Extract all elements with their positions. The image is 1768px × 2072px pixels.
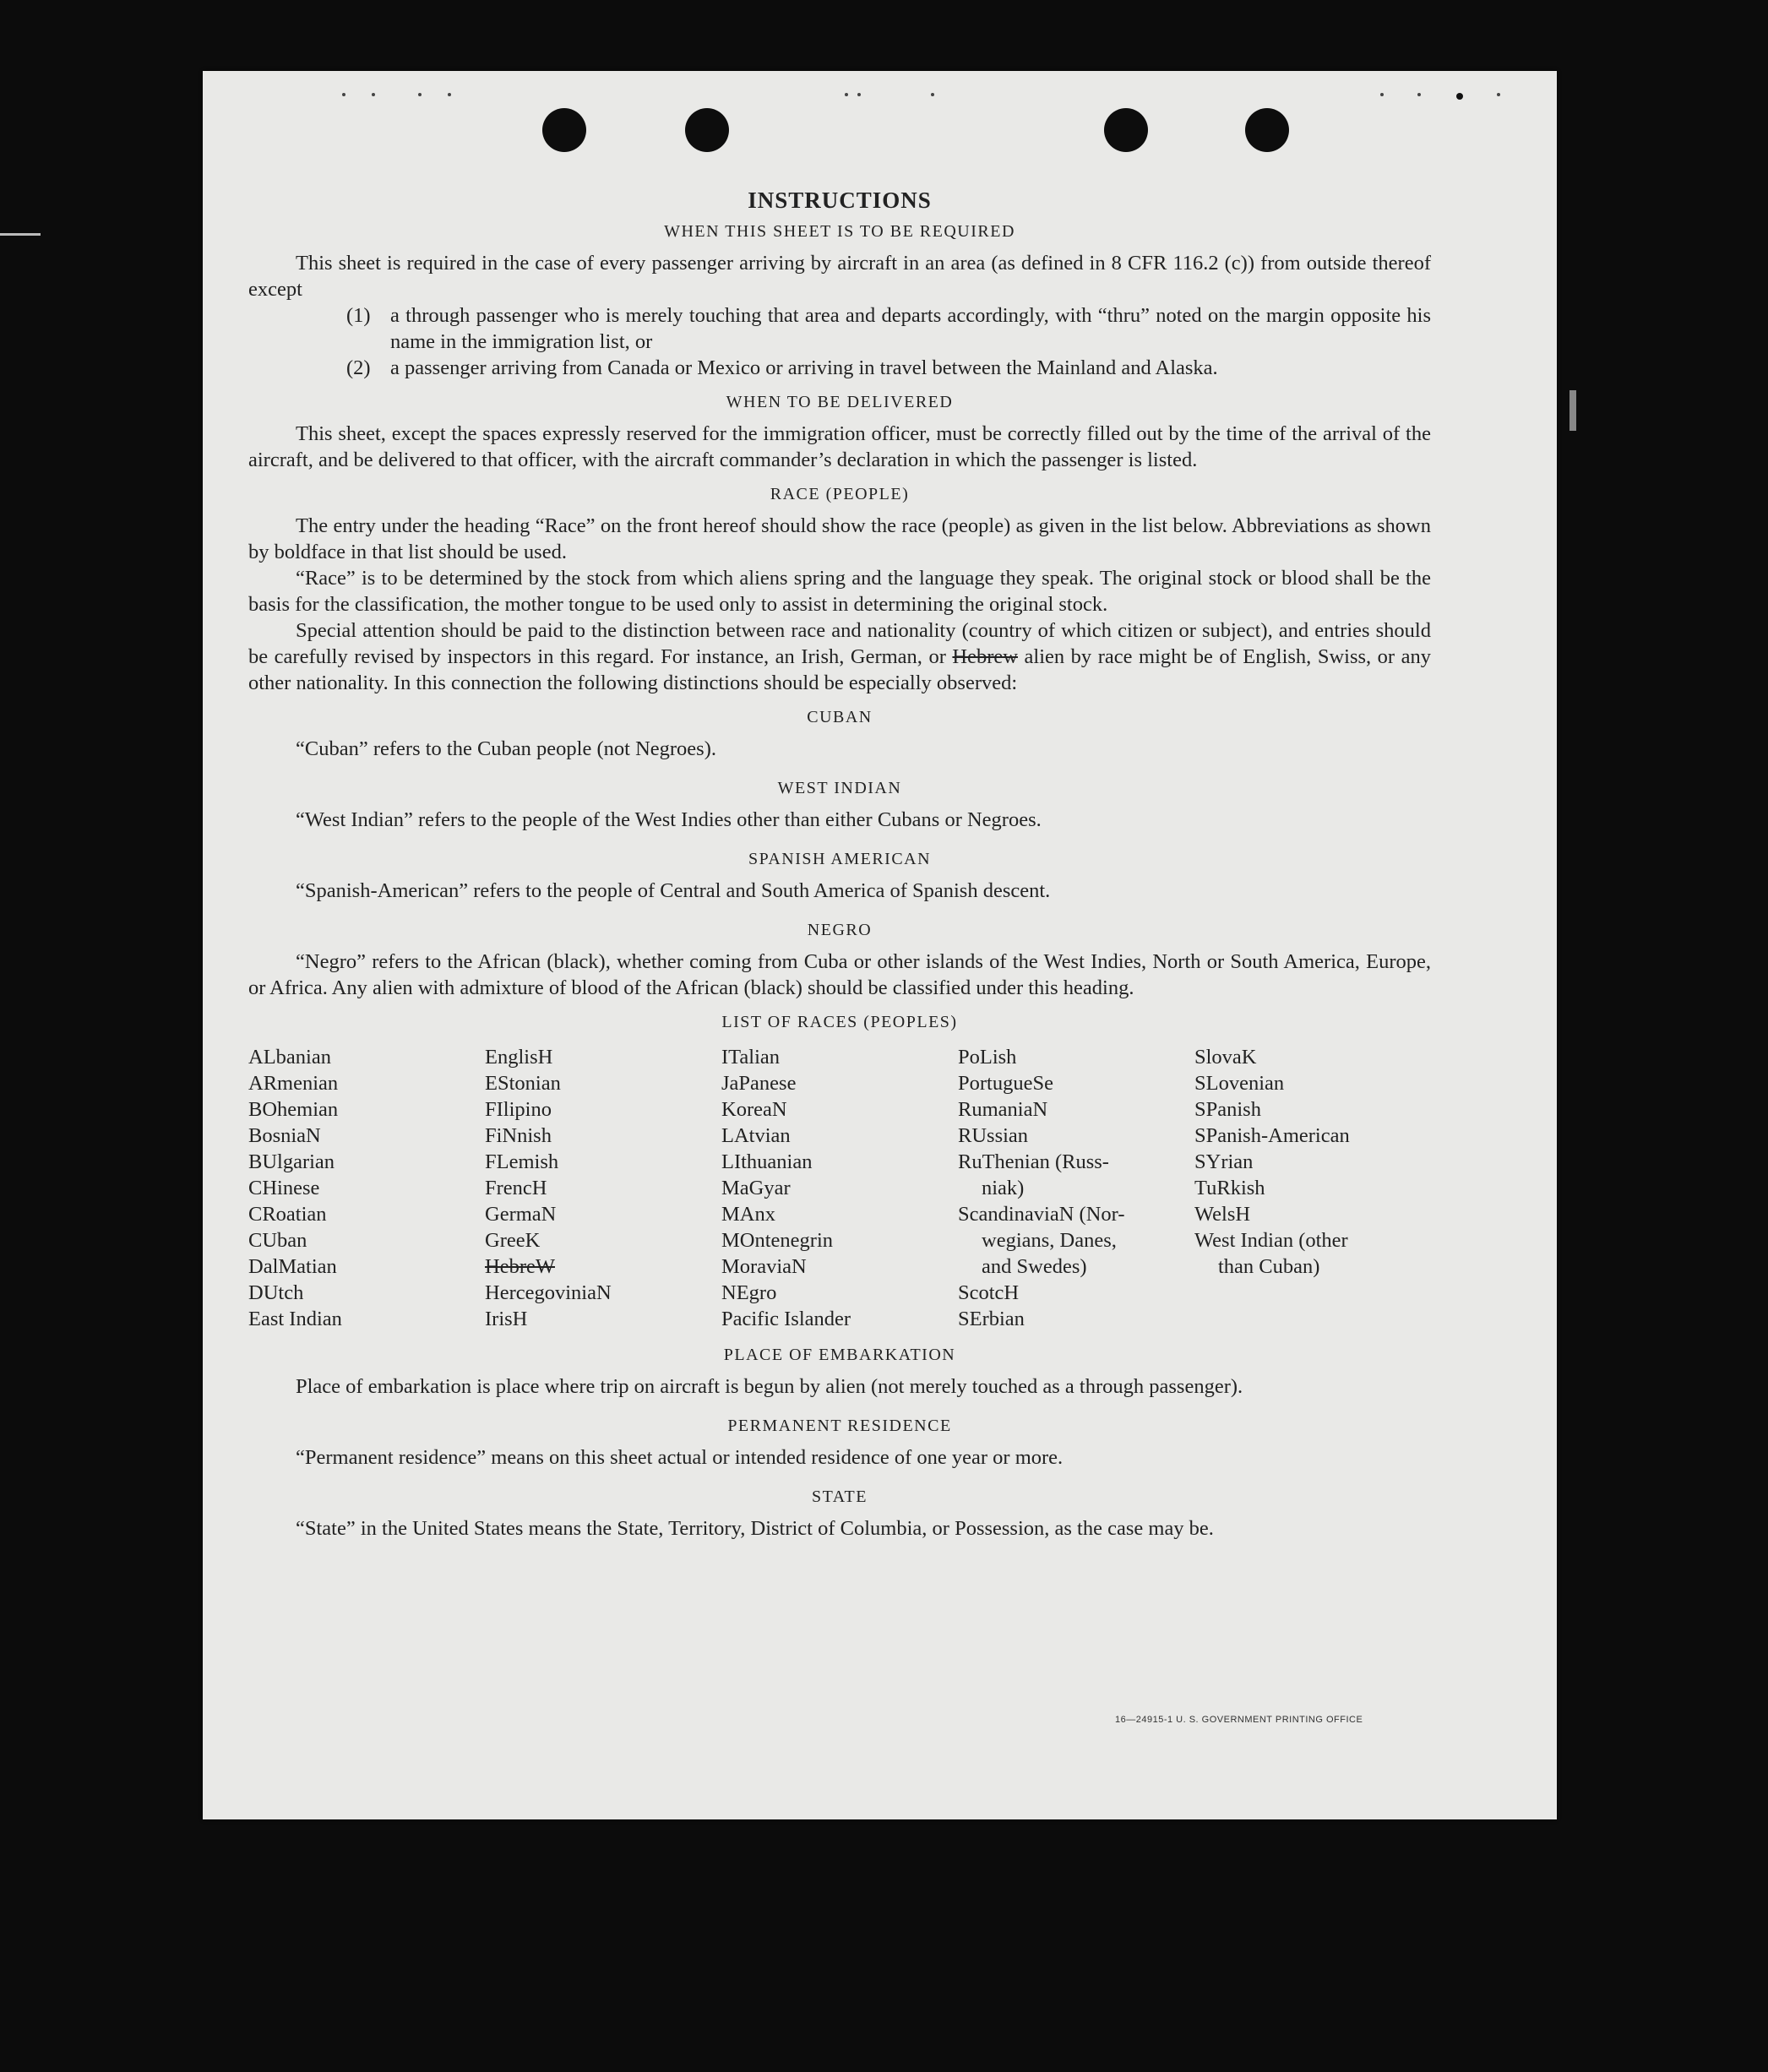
edge-mark (0, 233, 41, 236)
paragraph-negro: “Negro” refers to the African (black), whether coming from Cuba or other islands of the West Indies, North or South America, Europe, or Africa. Any alien with admixture of blood of the African (black) should be classified under this heading. (248, 950, 1431, 999)
exception-item (346, 302, 1431, 355)
item-text: a passenger arriving from Canada or Mexico or arriving in travel between the Mainland and Alaska. (390, 356, 1218, 379)
race-column-2: EnglisH EStonian FIlipino FiNnish FLemish FrencH GermaN GreeK HebreW HercegoviniaN IrisH (485, 1044, 721, 1332)
heading-delivered: WHEN TO BE DELIVERED (726, 393, 954, 411)
race-column-4: PoLish PortugueSe RumaniaN RUssian RuThenian (Russ- niak) ScandinaviaN (Nor- wegians, Danes, and Swedes) ScotcH SErbian (958, 1046, 1125, 1330)
paragraph-embarkation: Place of embarkation is place where trip on aircraft is begun by alien (not merely touched as a through passenger). (296, 1375, 1243, 1398)
paragraph-delivered: This sheet, except the spaces expressly reserved for the immigration officer, must be correctly filled out by the time of the arrival of the aircraft, and be delivered to that officer, with the aircraft commander’s declaration in which the passenger is listed. (248, 422, 1431, 471)
race-column-1: ALbanian ARmenian BOhemian BosniaN BUlgarian CHinese CRoatian CUban DalMatian DUtch East Indian (248, 1046, 342, 1330)
document-sheet (203, 71, 1557, 1819)
printer-imprint: 16—24915-1 U. S. GOVERNMENT PRINTING OFFICE (1115, 1715, 1363, 1725)
paragraph-race-3: Special attention should be paid to the distinction between race and nationality (country of which citizen or subject), and entries should be carefully revised by inspectors in this regard. For instance, an Irish, German, or Hebrew alien by race might be of English, Swiss, or any other nationality. In this connection the following distinctions should be especially observed: (248, 619, 1432, 694)
item-text: a through passenger who is merely touching that area and departs accordingly, with “thru” noted on the margin opposite his name in the immigration list, or (390, 304, 1431, 353)
heading-race: RACE (PEOPLE) (770, 485, 910, 503)
paragraph-residence: “Permanent residence” means on this sheet actual or intended residence of one year or more. (296, 1446, 1064, 1469)
race-column-3: ITalian JaPanese KoreaN LAtvian LIthuanian MaGyar MAnx MOntenegrin MoraviaN NEgro Pacific Islander (721, 1046, 851, 1330)
punch-hole (542, 108, 586, 152)
punch-hole (1245, 108, 1289, 152)
heading-cuban: CUBAN (807, 708, 873, 726)
punch-hole (1104, 108, 1148, 152)
page-title: INSTRUCTIONS (748, 188, 932, 213)
heading-race-list: LIST OF RACES (PEOPLES) (721, 1013, 958, 1031)
struck-word: Hebrew (952, 645, 1018, 668)
paragraph-race-1: The entry under the heading “Race” on the front hereof should show the race (people) as given in the list below. Abbreviations as shown by boldface in that list should be used. (248, 514, 1431, 563)
edge-mark (1569, 390, 1576, 431)
item-number: (2) (346, 356, 371, 379)
heading-required: WHEN THIS SHEET IS TO BE REQUIRED (664, 222, 1015, 241)
heading-spanish-american: SPANISH AMERICAN (748, 850, 932, 868)
paragraph-west-indian: “West Indian” refers to the people of the West Indies other than either Cubans or Negroes. (296, 808, 1042, 831)
heading-negro: NEGRO (807, 921, 873, 939)
instructions-body (248, 188, 1431, 1542)
race-column-5: SlovaK SLovenian SPanish SPanish-American SYrian TuRkish WelsH West Indian (other than Cuban) (1194, 1046, 1350, 1278)
exception-list (346, 302, 1431, 381)
punch-hole (685, 108, 729, 152)
exception-item (346, 355, 1431, 381)
heading-embarkation: PLACE OF EMBARKATION (723, 1346, 956, 1364)
paragraph-required-intro: This sheet is required in the case of every passenger arriving by aircraft in an area (as defined in 8 CFR 116.2 (c)) from outside thereof except (248, 252, 1431, 301)
paragraph-cuban: “Cuban” refers to the Cuban people (not Negroes). (296, 737, 716, 760)
item-number: (1) (346, 304, 371, 327)
heading-residence: PERMANENT RESIDENCE (727, 1417, 952, 1435)
race-list (248, 1044, 1431, 1332)
paragraph-spanish-american: “Spanish-American” refers to the people of Central and South America of Spanish descent. (296, 879, 1051, 902)
heading-state: STATE (812, 1487, 868, 1506)
heading-west-indian: WEST INDIAN (777, 779, 902, 797)
paragraph-race-2: “Race” is to be determined by the stock from which aliens spring and the language they speak. The original stock or blood shall be the basis for the classification, the mother tongue to be used only to assist in determining the original stock. (248, 567, 1431, 616)
paragraph-state: “State” in the United States means the State, Territory, District of Columbia, or Possession, as the case may be. (296, 1517, 1214, 1540)
struck-race: HebreW (485, 1255, 555, 1278)
